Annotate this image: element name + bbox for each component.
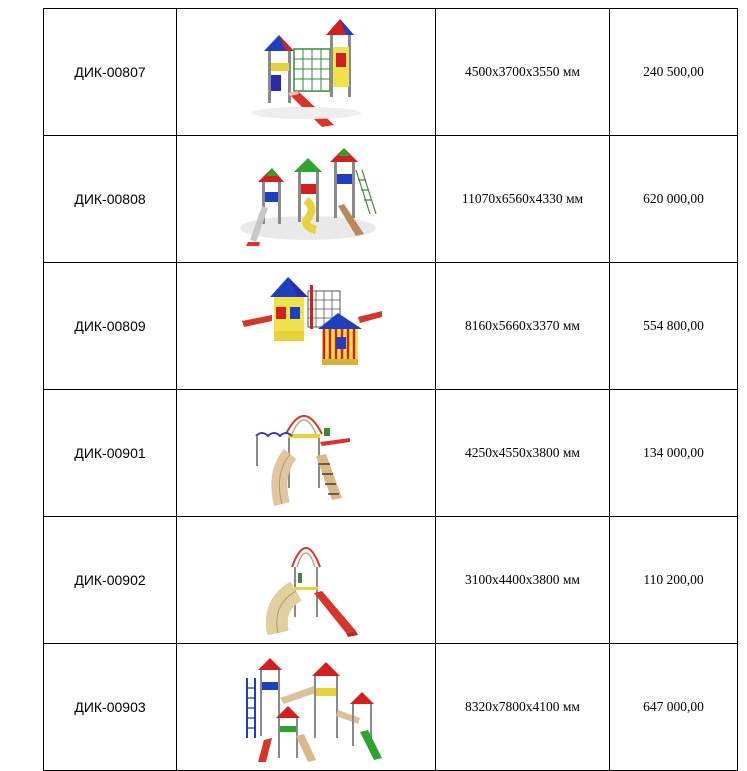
product-image-cell bbox=[177, 390, 436, 517]
product-image-cell bbox=[177, 517, 436, 644]
product-image-cell bbox=[177, 9, 436, 136]
product-code: ДИК-00903 bbox=[44, 644, 177, 771]
product-price: 554 800,00 bbox=[610, 263, 738, 390]
product-price: 240 500,00 bbox=[610, 9, 738, 136]
product-image-cell bbox=[177, 263, 436, 390]
product-price: 110 200,00 bbox=[610, 517, 738, 644]
product-dimensions: 8320х7800х4100 мм bbox=[436, 644, 610, 771]
product-price: 134 000,00 bbox=[610, 390, 738, 517]
product-code: ДИК-00808 bbox=[44, 136, 177, 263]
playground-complex-two-towers-image bbox=[226, 140, 386, 258]
product-dimensions: 4500х3700х3550 мм bbox=[436, 9, 610, 136]
product-code: ДИК-00807 bbox=[44, 9, 177, 136]
product-image-cell bbox=[177, 136, 436, 263]
product-price: 647 000,00 bbox=[610, 644, 738, 771]
product-image-cell bbox=[177, 644, 436, 771]
table-row bbox=[44, 136, 738, 263]
table-row bbox=[44, 644, 738, 771]
playground-arch-tower-ladder-image bbox=[226, 394, 386, 512]
playground-arch-tower-two-slides-image bbox=[226, 521, 386, 639]
product-code: ДИК-00901 bbox=[44, 390, 177, 517]
product-code: ДИК-00902 bbox=[44, 517, 177, 644]
product-table bbox=[43, 8, 738, 771]
table-row bbox=[44, 263, 738, 390]
table-row bbox=[44, 390, 738, 517]
product-code: ДИК-00809 bbox=[44, 263, 177, 390]
table-row bbox=[44, 9, 738, 136]
playground-tower-slide-image bbox=[226, 13, 386, 131]
product-dimensions: 4250х4550х3800 мм bbox=[436, 390, 610, 517]
product-dimensions: 11070х6560х4330 мм bbox=[436, 136, 610, 263]
playground-complex-houses-image bbox=[226, 267, 386, 385]
table-row bbox=[44, 517, 738, 644]
product-dimensions: 3100х4400х3800 мм bbox=[436, 517, 610, 644]
product-price: 620 000,00 bbox=[610, 136, 738, 263]
playground-complex-three-towers-image bbox=[226, 648, 386, 766]
product-dimensions: 8160х5660х3370 мм bbox=[436, 263, 610, 390]
